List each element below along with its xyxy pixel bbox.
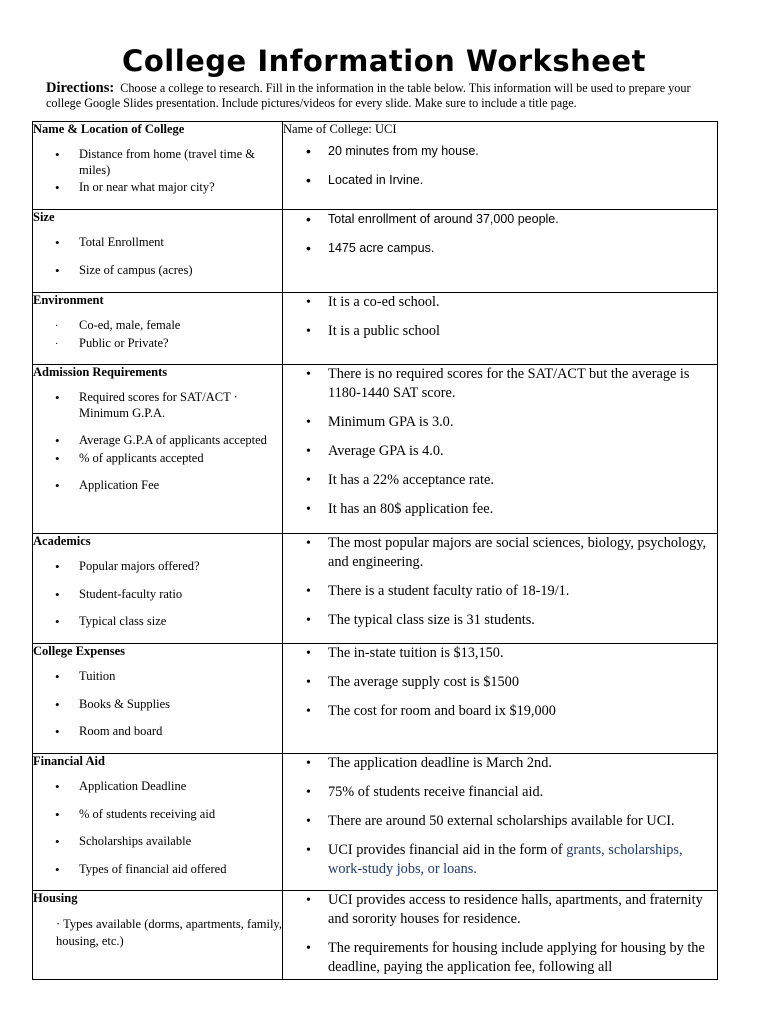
prompt-item: • Typical class size bbox=[55, 614, 167, 629]
bullet-icon: • bbox=[55, 478, 60, 493]
answer-item: • It has an 80$ application fee. bbox=[306, 501, 494, 517]
row-name-location bbox=[33, 122, 718, 210]
bullet-icon: • bbox=[55, 180, 60, 195]
prompt-cell bbox=[33, 891, 283, 980]
answer-item: • There are around 50 external scholarships available for UCI. bbox=[306, 813, 675, 829]
prompt-item: • Types of financial aid offered bbox=[55, 861, 227, 877]
answer-item: • The requirements for housing include applying for housing by the deadline, paying the application fee, following all bbox=[306, 940, 705, 975]
prompt-item: • % of students receiving aid bbox=[55, 806, 216, 822]
prompt-item: · Public or Private? bbox=[33, 336, 282, 352]
row-environment bbox=[33, 293, 718, 365]
bullet-icon: • bbox=[306, 473, 311, 488]
prompt-item: • Popular majors offered? bbox=[55, 559, 200, 574]
prompt-item: • Required scores for SAT/ACT · Minimum G.P.A. bbox=[55, 390, 238, 420]
answer-item: • The most popular majors are social sciences, biology, psychology, and engineering. bbox=[306, 535, 707, 570]
prompt-cell bbox=[33, 122, 283, 210]
prompt-cell bbox=[33, 293, 283, 365]
bullet-icon: • bbox=[55, 861, 60, 877]
answer-item: • 20 minutes from my house. bbox=[306, 143, 479, 159]
answer-item: • The typical class size is 31 students. bbox=[306, 612, 535, 628]
dot-icon: · bbox=[55, 321, 59, 332]
bullet-icon: • bbox=[306, 756, 311, 771]
prompt-item: • Scholarships available bbox=[55, 834, 192, 849]
row-financial-aid bbox=[33, 754, 718, 891]
prompt-item: · Co-ed, male, female bbox=[33, 318, 282, 334]
answer-item: • It is a co-ed school. bbox=[306, 294, 440, 310]
bullet-icon: • bbox=[306, 502, 311, 517]
prompt-item: • Student-faculty ratio bbox=[55, 586, 183, 602]
bullet-icon: • bbox=[55, 586, 60, 602]
bullet-icon: • bbox=[55, 147, 60, 162]
answer-item: • 1475 acre campus. bbox=[306, 240, 435, 256]
bullet-icon: • bbox=[55, 614, 60, 629]
prompt-cell bbox=[33, 210, 283, 293]
bullet-icon: • bbox=[306, 172, 311, 188]
bullet-icon: • bbox=[55, 669, 60, 684]
bullet-icon: • bbox=[306, 367, 311, 382]
answer-cell[interactable] bbox=[283, 293, 718, 365]
prompt-item: • Average G.P.A of applicants accepted bbox=[55, 433, 267, 448]
bullet-icon: • bbox=[55, 450, 60, 466]
prompt-item: • In or near what major city? bbox=[55, 180, 215, 195]
answer-item: • UCI provides financial aid in the form of grants, scholarships, work-study jobs, or loans. bbox=[306, 842, 683, 877]
bullet-icon: • bbox=[306, 211, 311, 227]
answer-item: • The cost for room and board ix $19,000 bbox=[306, 703, 556, 719]
answer-item: • UCI provides access to residence halls, apartments, and fraternity and sorority houses for residence. bbox=[306, 892, 703, 927]
bullet-icon: • bbox=[55, 390, 60, 405]
bullet-icon: • bbox=[306, 143, 311, 159]
answer-item: • There is a student faculty ratio of 18-19/1. bbox=[306, 583, 570, 599]
prompt-note: · Types available (dorms, apartments, family, housing, etc.) bbox=[56, 917, 282, 948]
answer-item: • It is a public school bbox=[306, 323, 440, 339]
bullet-icon: • bbox=[306, 444, 311, 459]
bullet-icon: • bbox=[55, 696, 60, 712]
row-heading: Environment bbox=[33, 293, 104, 307]
prompt-cell bbox=[33, 644, 283, 754]
bullet-icon: • bbox=[55, 834, 60, 849]
directions-text: Choose a college to research. Fill in the information in the table below. This information will be used to prepare your college Google Slides presentation. Include pictures/videos for every slide. Make sure to include a title page. bbox=[46, 81, 691, 110]
answer-item: • Average GPA is 4.0. bbox=[306, 443, 444, 459]
prompt-cell bbox=[33, 365, 283, 534]
bullet-icon: • bbox=[306, 704, 311, 719]
row-heading: Name & Location of College bbox=[33, 122, 185, 136]
row-housing bbox=[33, 891, 718, 980]
bullet-icon: • bbox=[55, 806, 60, 822]
row-heading: Financial Aid bbox=[33, 754, 105, 768]
prompt-item: • Total Enrollment bbox=[55, 235, 164, 250]
row-heading: Admission Requirements bbox=[33, 365, 168, 379]
answer-item: • Total enrollment of around 37,000 people. bbox=[306, 211, 559, 227]
prompt-cell bbox=[33, 534, 283, 644]
bullet-icon: • bbox=[306, 814, 311, 829]
bullet-icon: • bbox=[306, 646, 311, 661]
bullet-icon: • bbox=[306, 324, 311, 339]
prompt-item: • Size of campus (acres) bbox=[55, 262, 193, 278]
bullet-icon: • bbox=[306, 295, 311, 310]
answer-cell[interactable] bbox=[283, 122, 718, 210]
row-heading: Housing bbox=[33, 891, 78, 905]
answer-item: • 75% of students receive financial aid. bbox=[306, 784, 544, 800]
bullet-icon: • bbox=[55, 235, 60, 250]
aid-types-link[interactable]: grants, scholarships, work-study jobs, or loans. bbox=[328, 842, 683, 877]
row-heading: Size bbox=[33, 210, 55, 224]
answer-item: • There is no required scores for the SAT/ACT but the average is 1180-1440 SAT score. bbox=[306, 366, 690, 401]
answer-item: • It has a 22% acceptance rate. bbox=[306, 472, 494, 488]
worksheet-table bbox=[32, 121, 718, 980]
prompt-item: • Distance from home (travel time & miles) bbox=[55, 147, 255, 177]
bullet-icon: • bbox=[306, 675, 311, 690]
bullet-icon: • bbox=[306, 893, 311, 908]
bullet-icon: • bbox=[306, 536, 311, 551]
bullet-icon: • bbox=[306, 240, 311, 256]
row-heading: College Expenses bbox=[33, 644, 126, 658]
answer-item: • The average supply cost is $1500 bbox=[306, 674, 519, 690]
prompt-item: • Room and board bbox=[55, 724, 163, 739]
bullet-icon: • bbox=[55, 724, 60, 739]
bullet-icon: • bbox=[55, 262, 60, 278]
answer-cell[interactable] bbox=[283, 210, 718, 293]
bullet-icon: • bbox=[306, 785, 311, 800]
directions-label: Directions: bbox=[46, 80, 115, 96]
answer-item: • The in-state tuition is $13,150. bbox=[306, 645, 504, 661]
row-heading: Academics bbox=[33, 534, 91, 548]
bullet-icon: • bbox=[306, 584, 311, 599]
bullet-icon: • bbox=[55, 559, 60, 574]
answer-cell[interactable] bbox=[283, 891, 718, 980]
answer-cell[interactable] bbox=[283, 365, 718, 534]
dot-icon: · bbox=[55, 338, 59, 350]
college-name: Name of College: UCI bbox=[283, 122, 397, 136]
bullet-icon: • bbox=[306, 415, 311, 430]
bullet-icon: • bbox=[306, 613, 311, 628]
prompt-item: • % of applicants accepted bbox=[55, 450, 204, 466]
bullet-icon: • bbox=[306, 843, 311, 858]
prompt-item: • Books & Supplies bbox=[55, 696, 170, 712]
answer-item: • Minimum GPA is 3.0. bbox=[306, 414, 454, 430]
row-expenses bbox=[33, 644, 718, 754]
bullet-icon: • bbox=[306, 941, 311, 956]
prompt-item: • Application Fee bbox=[55, 478, 160, 493]
bullet-icon: • bbox=[55, 433, 60, 448]
answer-item: • The application deadline is March 2nd. bbox=[306, 755, 552, 771]
answer-cell[interactable] bbox=[283, 754, 718, 891]
answer-cell[interactable] bbox=[283, 534, 718, 644]
row-admission bbox=[33, 365, 718, 534]
prompt-item: • Application Deadline bbox=[55, 779, 187, 794]
answer-item: • Located in Irvine. bbox=[306, 172, 424, 188]
directions bbox=[46, 81, 726, 110]
row-size bbox=[33, 210, 718, 293]
page-title: College Information Worksheet bbox=[122, 44, 646, 78]
prompt-cell bbox=[33, 754, 283, 891]
answer-cell[interactable] bbox=[283, 644, 718, 754]
row-academics bbox=[33, 534, 718, 644]
bullet-icon: • bbox=[55, 779, 60, 794]
prompt-item: • Tuition bbox=[55, 669, 116, 684]
